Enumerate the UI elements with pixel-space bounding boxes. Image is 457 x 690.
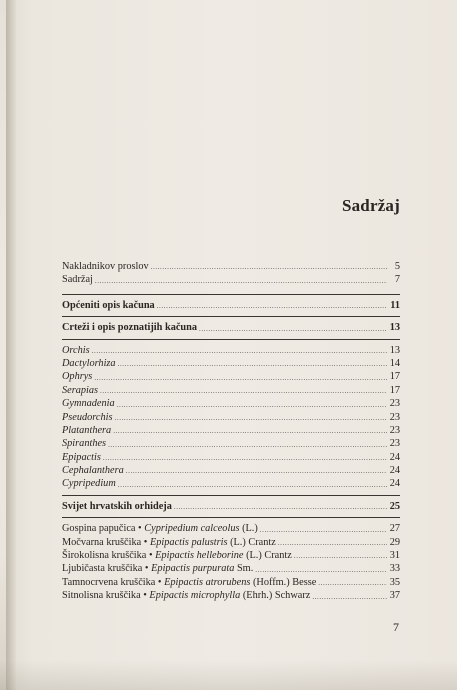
dot-leader [199,324,387,335]
dot-leader [278,538,387,549]
dot-leader [108,440,387,451]
toc-entry-page: 27 [389,523,400,535]
toc-row [62,536,400,549]
species-latin-name: Cypripedium calceolus [144,523,240,535]
section-divider [62,316,400,317]
dot-leader [103,453,387,464]
dot-leader [126,466,387,477]
toc-row [62,384,400,397]
table-of-contents [62,260,400,603]
toc-entry-page: 17 [389,384,400,396]
species-common-name: Gospina papučica [62,523,136,535]
toc-entry-page: 24 [389,451,400,463]
species-author: (L.) Crantz [230,536,276,548]
toc-entry-label: Cypripedium [62,478,116,490]
species-list [62,522,400,602]
toc-entry-page: 23 [389,398,400,410]
toc-species-label: Močvarna kruščika • Epipactis palustris (L.) Crantz [62,536,276,548]
species-common-name: Širokolisna kruščika [62,550,147,562]
toc-entry-page: 23 [389,411,400,423]
toc-row [62,451,400,464]
toc-row [62,424,400,437]
toc-section-page: 11 [390,299,400,311]
dot-leader [95,276,387,287]
toc-entry-page: 37 [389,590,400,602]
dot-leader [115,413,387,424]
toc-entry-label: Platanthera [62,424,112,436]
species-common-name: Močvarna kruščika [62,536,142,548]
toc-species-label: Gospina papučica • Cypripedium calceolus (L.) [62,523,258,535]
toc-entry-page: 23 [389,424,400,436]
species-author: (Hoffm.) Besse [252,576,317,588]
toc-entry-page: 14 [389,357,400,369]
species-common-name: Sitnolisna kruščika [62,590,141,602]
toc-entry-label: Sadržaj [62,274,93,286]
species-latin-name: Epipactis atrorubens [164,576,251,588]
section-divider [62,339,400,340]
dot-leader [312,592,387,603]
dot-leader [94,373,387,384]
toc-entry-page: 24 [389,465,400,477]
toc-species-label: Sitnolisna kruščika • Epipactis microphylla (Ehrh.) Schwarz [62,590,311,602]
toc-species-label: Ljubičasta kruščika • Epipactis purpurata Sm. [62,563,254,575]
toc-row [62,260,400,273]
dot-leader [118,359,387,370]
toc-row [62,562,400,575]
species-common-name: Tamnocrvena kruščika [62,576,156,588]
page-title: Sadržaj [341,196,400,215]
toc-entry-label: Pseudorchis [62,411,113,423]
toc-row [62,464,400,477]
toc-section-label: Općeniti opis kačuna [62,299,155,311]
toc-entry-label: Epipactis [62,451,101,463]
toc-entry-label: Spiranthes [62,438,107,450]
toc-row [62,576,400,589]
toc-row [62,437,400,450]
species-author: (L.) Crantz [246,550,292,562]
dot-leader [318,578,387,589]
toc-row [62,370,400,383]
toc-row [62,477,400,490]
dot-leader [118,480,387,491]
toc-entry-label: Gymnadenia [62,398,115,410]
toc-entry-page: 24 [389,478,400,490]
toc-entry-page: 31 [389,550,400,562]
species-latin-name: Epipactis palustris [149,536,228,548]
toc-entry-page: 13 [389,344,400,356]
toc-section-label: Svijet hrvatskih orhideja [62,500,172,512]
toc-row [62,344,400,357]
dot-leader [151,262,387,273]
toc-section-page: 13 [389,322,400,334]
dot-leader [255,565,387,576]
genera-list [62,344,400,491]
toc-entry-label: Cephalanthera [62,465,124,477]
toc-entry-label: Dactylorhiza [62,357,116,369]
toc-row [62,273,400,286]
dot-leader [260,525,387,536]
species-latin-name: Epipactis microphylla [149,590,241,602]
section-divider [62,495,400,496]
toc-entry-page: 23 [389,438,400,450]
toc-entry-label: Serapias [62,384,99,396]
toc-row [62,411,400,424]
toc-row [62,549,400,562]
page-number: 7 [393,620,399,634]
toc-row [62,522,400,535]
toc-entry-label: Nakladnikov proslov [62,260,149,272]
species-common-name: Ljubičasta kruščika [62,563,143,575]
toc-row [62,589,400,602]
toc-species-label: Tamnocrvena kruščika • Epipactis atrorubens (Hoffm.) Besse [62,576,317,588]
toc-entry-page: 29 [389,536,400,548]
toc-section-row [62,299,400,312]
toc-entry-page: 35 [389,576,400,588]
dot-leader [294,551,387,562]
dot-leader [157,301,387,312]
section-divider [62,294,400,295]
section-divider [62,517,400,518]
dot-leader [174,502,387,513]
bottom-shadow [0,660,457,690]
toc-section-row [62,500,400,513]
toc-section-page: 25 [389,500,400,512]
toc-entry-label: Ophrys [62,371,93,383]
species-latin-name: Epipactis helleborine [155,550,244,562]
species-author: (Ehrh.) Schwarz [242,590,311,602]
dot-leader [117,400,387,411]
toc-section-label: Crteži i opis poznatijih kačuna [62,322,198,334]
species-author: (L.) [242,523,258,535]
species-latin-name: Epipactis purpurata [151,563,235,575]
dot-leader [113,426,387,437]
toc-entry-page: 7 [394,274,400,286]
toc-row [62,397,400,410]
page-gutter-shadow [6,0,16,690]
toc-species-label: Širokolisna kruščika • Epipactis helleborine (L.) Crantz [62,550,292,562]
toc-entry-page: 17 [389,371,400,383]
toc-entry-page: 5 [394,260,400,272]
dot-leader [100,386,387,397]
toc-entry-page: 33 [389,563,400,575]
species-author: Sm. [236,563,254,575]
dot-leader [92,346,387,357]
toc-row [62,357,400,370]
toc-entry-label: Orchis [62,344,90,356]
toc-section-row [62,321,400,334]
